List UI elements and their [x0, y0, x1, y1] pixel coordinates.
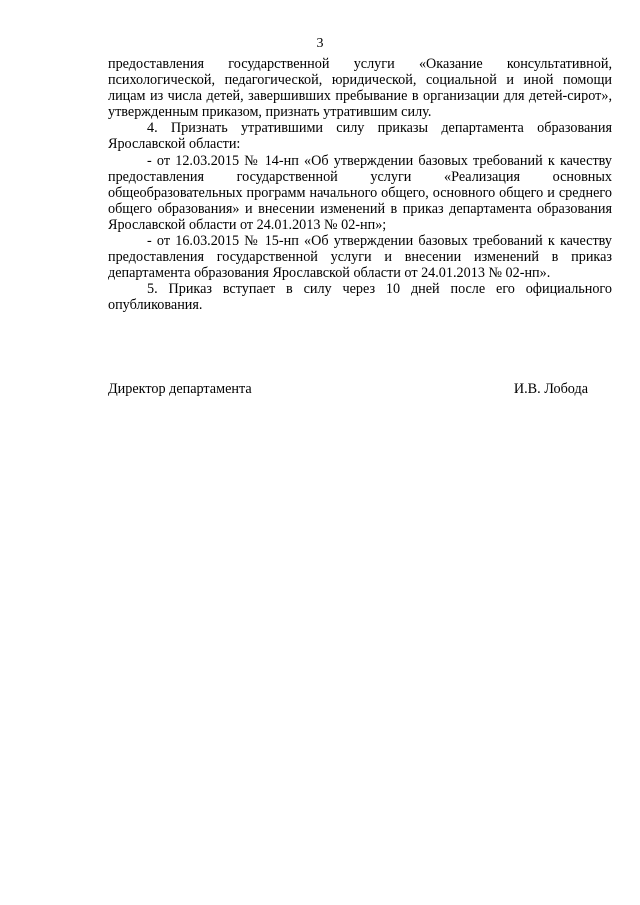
- paragraph-order-15-np: - от 16.03.2015 № 15-нп «Об утверждении базовых требований к качеству предоставления государственной услуги и внесении изменений в приказ департамента образования Ярославской области от 24.01.2013 № 02-нп».: [108, 233, 612, 282]
- paragraph-continuation: предоставления государственной услуги «Оказание консультативной, психологической, педагогической, юридической, социальной и иной помощи лицам из числа детей, завершивших пребывание в организации для детей-сирот», утвержденным приказом, признать утратившим силу.: [108, 56, 612, 121]
- signatory-name: И.В. Лобода: [513, 381, 588, 397]
- paragraph-item-5: 5. Приказ вступает в силу через 10 дней после его официального опубликования.: [108, 281, 612, 314]
- document-body: [108, 56, 612, 314]
- paragraph-item-4: 4. Признать утратившими силу приказы департамента образования Ярославской области:: [108, 120, 612, 153]
- signatory-position: Директор департамента: [108, 381, 252, 397]
- page-number: 3: [316, 36, 324, 51]
- paragraph-order-14-np: - от 12.03.2015 № 14-нп «Об утверждении базовых требований к качеству предоставления государственной услуги «Реализация основных общеобразовательных программ начального общего, основного общего и среднего общего образования» и внесении изменений в приказ департамента образования Ярославской области от 24.01.2013 № 02-нп»;: [108, 152, 612, 233]
